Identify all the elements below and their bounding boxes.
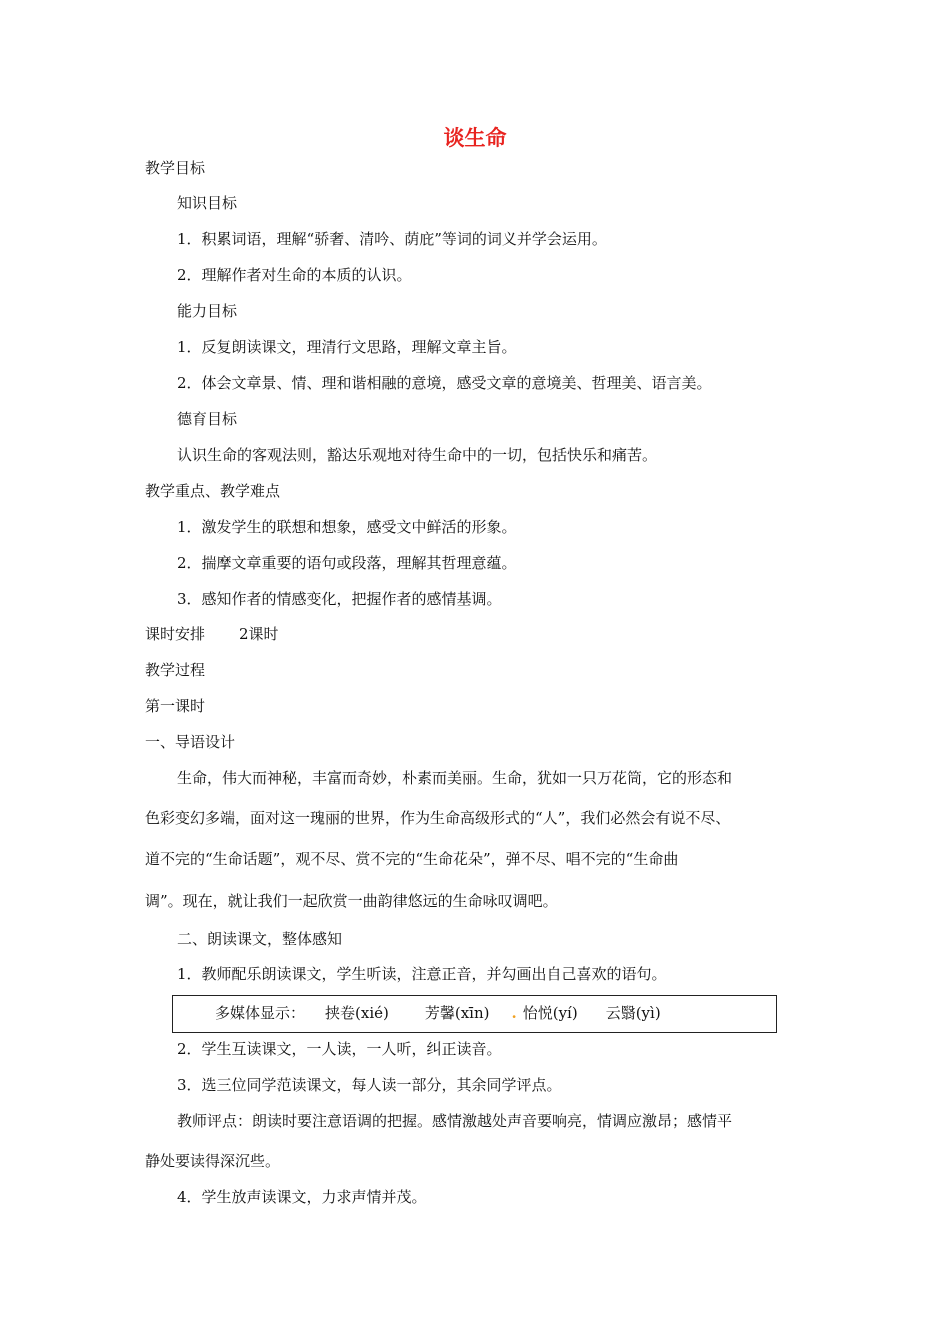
section-heading-keypoints: 教学重点、教学难点 <box>145 482 281 500</box>
reading-item-1: 1．教师配乐朗读课文，学生听读，注意正音，并勾画出自己喜欢的语句。 <box>177 965 667 983</box>
reading-item-3: 3．选三位同学范读课文，每人读一部分，其余同学评点。 <box>177 1076 562 1094</box>
knowledge-item-1: 1．积累词语，理解“骄奢、清吟、荫庇”等词的词义并学会运用。 <box>177 230 607 248</box>
pinyin-word-4: 云翳(yì) <box>605 1004 661 1022</box>
section-heading-process: 教学过程 <box>145 661 206 679</box>
reading-item-4: 4．学生放声读课文，力求声情并茂。 <box>177 1188 427 1206</box>
pinyin-word-2: 芳馨(xīn) <box>424 1004 490 1022</box>
lesson-heading-1: 第一课时 <box>145 697 206 715</box>
knowledge-item-2: 2．理解作者对生命的本质的认识。 <box>177 266 412 284</box>
multimedia-box <box>172 995 777 1033</box>
intro-heading: 一、导语设计 <box>145 733 236 751</box>
reading-item-2: 2．学生互读课文，一人读，一人听，纠正读音。 <box>177 1040 502 1058</box>
multimedia-row <box>215 1003 661 1023</box>
multimedia-label: 多媒体显示： <box>215 1004 306 1022</box>
teacher-comment-line-2: 静处要读得深沉些。 <box>145 1152 281 1170</box>
marker-dot: . <box>511 1004 517 1022</box>
intro-paragraph-line-1: 生命，伟大而神秘，丰富而奇妙，朴素而美丽。生命，犹如一只万花筒，它的形态和 <box>177 769 733 787</box>
moral-item-1: 认识生命的客观法则，豁达乐观地对待生命中的一切，包括快乐和痛苦。 <box>177 446 658 464</box>
ability-item-1: 1．反复朗读课文，理清行文思路，理解文章主旨。 <box>177 338 517 356</box>
keypoint-item-1: 1．激发学生的联想和想象，感受文中鲜活的形象。 <box>177 518 517 536</box>
keypoint-item-3: 3．感知作者的情感变化，把握作者的感情基调。 <box>177 590 502 608</box>
section-heading-objectives: 教学目标 <box>145 159 206 177</box>
ability-item-2: 2．体会文章景、情、理和谐相融的意境，感受文章的意境美、哲理美、语言美。 <box>177 374 712 392</box>
subheading-moral: 德育目标 <box>177 410 238 428</box>
page-title: 谈生命 <box>443 126 507 150</box>
schedule-value: 2课时 <box>239 625 279 643</box>
intro-paragraph-line-4: 调”。现在，就让我们一起欣赏一曲韵律悠远的生命咏叹调吧。 <box>145 892 558 910</box>
keypoint-item-2: 2．揣摩文章重要的语句或段落，理解其哲理意蕴。 <box>177 554 517 572</box>
schedule-label: 课时安排 <box>145 625 206 643</box>
intro-paragraph-line-3: 道不完的“生命话题”，观不尽、赏不完的“生命花朵”，弹不尽、唱不完的“生命曲 <box>145 850 679 868</box>
subheading-ability: 能力目标 <box>177 302 238 320</box>
pinyin-word-1: 挟卷(xié) <box>325 1004 389 1022</box>
intro-paragraph-line-2: 色彩变幻多端，面对这一瑰丽的世界，作为生命高级形式的“人”，我们必然会有说不尽、 <box>145 809 731 827</box>
subheading-knowledge: 知识目标 <box>177 194 238 212</box>
teacher-comment-line-1: 教师评点：朗读时要注意语调的把握。感情激越处声音要响亮，情调应激昂；感情平 <box>177 1112 733 1130</box>
reading-heading: 二、朗读课文，整体感知 <box>177 930 343 948</box>
pinyin-word-3: 怡悦(yí) <box>522 1004 578 1022</box>
schedule-line <box>145 624 279 644</box>
